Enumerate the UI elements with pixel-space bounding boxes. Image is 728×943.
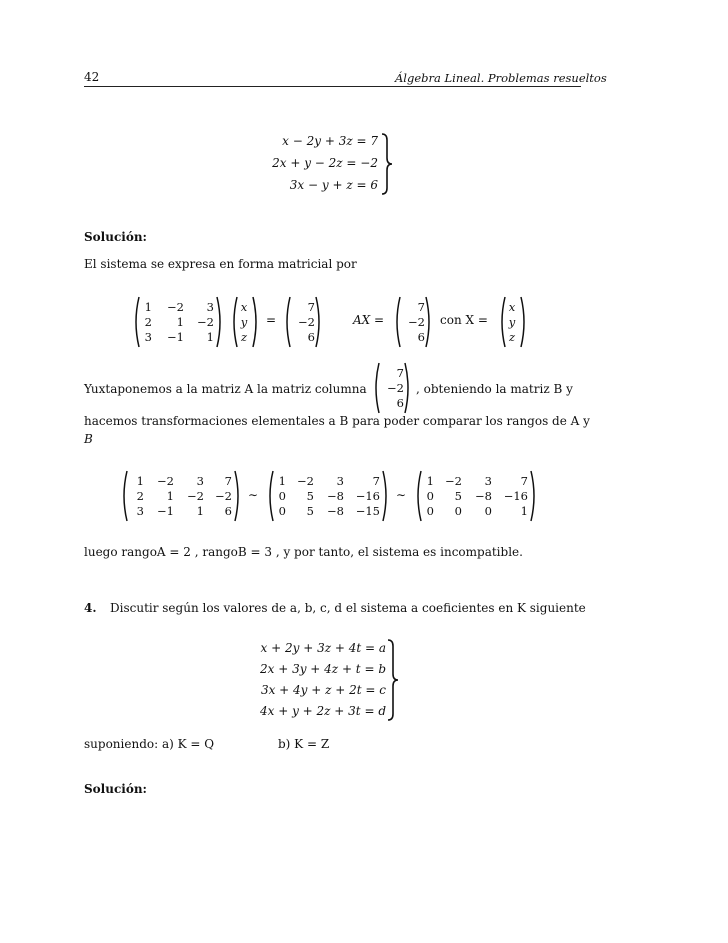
- matrix-entry: −16: [355, 489, 380, 503]
- right-brace: [386, 638, 400, 722]
- problem-number: 4.: [84, 601, 97, 615]
- matrix-entry: 0: [426, 489, 434, 503]
- equation: 2x + y − 2z = −2: [272, 156, 378, 170]
- header-rule: [84, 86, 581, 87]
- page-number: 42: [84, 70, 100, 84]
- ax-label: AX =: [353, 313, 385, 327]
- matrix-entry: −2: [157, 474, 174, 488]
- matrix-entry: 6: [396, 396, 404, 410]
- matrix-entry: 6: [224, 504, 232, 518]
- matrix-entry: 3: [336, 474, 344, 488]
- matrix-entry: −8: [327, 504, 344, 518]
- juxtapose-text-end: , obteniendo la matriz B y: [416, 382, 573, 396]
- matrix-entry: 1: [144, 300, 152, 314]
- matrix-entry: −2: [387, 381, 404, 395]
- equation: x + 2y + 3z + 4t = a: [260, 641, 386, 655]
- matrix-entry: −1: [157, 504, 174, 518]
- matrix-entry: 1: [278, 474, 286, 488]
- matrix-entry: 3: [196, 474, 204, 488]
- juxtapose-text: Yuxtaponemos a la matriz A la matriz columna: [84, 382, 367, 396]
- matrix-entry: 1: [196, 504, 204, 518]
- matrix-entry: x: [508, 300, 516, 314]
- matrix-entry: −2: [197, 315, 214, 329]
- matrix-entry: −2: [298, 315, 315, 329]
- matrix-entry: 1: [520, 504, 528, 518]
- parenthesis: [382, 470, 390, 522]
- parenthesis: [252, 296, 260, 348]
- matrix-entry: 1: [166, 489, 174, 503]
- transform-text-end: B: [84, 432, 93, 446]
- matrix-entry: 7: [372, 474, 380, 488]
- solution-heading-2: Solución:: [84, 782, 147, 796]
- equation: 4x + y + 2z + 3t = d: [259, 704, 386, 718]
- similar-sign: ∼: [396, 488, 407, 502]
- matrix-entry: 0: [278, 489, 286, 503]
- parenthesis: [404, 362, 412, 414]
- augmented-matrix-3: [414, 470, 538, 522]
- parenthesis: [425, 296, 433, 348]
- running-title: Álgebra Lineal. Problemas resueltos: [395, 71, 607, 85]
- matrix-entry: 7: [396, 366, 404, 380]
- matrix-entry: 1: [426, 474, 434, 488]
- matrix-entry: 5: [454, 489, 462, 503]
- matrix-entry: y: [240, 315, 248, 329]
- matrix-entry: 0: [278, 504, 286, 518]
- equation: 3x − y + z = 6: [289, 178, 378, 192]
- rhs-vector: [283, 296, 323, 348]
- matrix-entry: x: [240, 300, 248, 314]
- augmented-matrix-2: [266, 470, 390, 522]
- parenthesis: [216, 296, 224, 348]
- matrix-entry: −2: [445, 474, 462, 488]
- matrix-entry: 1: [136, 474, 144, 488]
- ax-vector: [393, 296, 433, 348]
- parenthesis: [498, 296, 506, 348]
- parenthesis: [520, 296, 528, 348]
- matrix-entry: −16: [503, 489, 528, 503]
- intro-text: El sistema se expresa en forma matricial por: [84, 257, 357, 271]
- matrix-entry: y: [508, 315, 516, 329]
- matrix-entry: 7: [224, 474, 232, 488]
- matrix-entry: 2: [144, 315, 152, 329]
- equals-sign: =: [266, 313, 277, 327]
- matrix-entry: z: [508, 330, 516, 344]
- matrix-entry: −2: [297, 474, 314, 488]
- solution-heading: Solución:: [84, 230, 147, 244]
- matrix-entry: 1: [176, 315, 184, 329]
- matrix-entry: 3: [144, 330, 152, 344]
- matrix-entry: 5: [306, 489, 314, 503]
- matrix-entry: 0: [426, 504, 434, 518]
- transform-text: hacemos transformaciones elementales a B para poder comparar los rangos de A y: [84, 414, 590, 428]
- matrix-entry: z: [240, 330, 248, 344]
- con-x-label: con X =: [440, 313, 488, 327]
- parenthesis: [315, 296, 323, 348]
- matrix-entry: −15: [355, 504, 380, 518]
- matrix-entry: 7: [417, 300, 425, 314]
- parenthesis: [230, 296, 238, 348]
- augmented-matrix-1: [120, 470, 242, 522]
- matrix-entry: 7: [520, 474, 528, 488]
- case-a: suponiendo: a) K = Q: [84, 737, 215, 751]
- matrix-entry: 2: [136, 489, 144, 503]
- case-b: b) K = Z: [278, 737, 330, 751]
- equation: 2x + 3y + 4z + t = b: [259, 662, 386, 676]
- matrix-entry: 3: [484, 474, 492, 488]
- parenthesis: [530, 470, 538, 522]
- matrix-entry: 3: [206, 300, 214, 314]
- matrix-entry: −2: [167, 300, 184, 314]
- matrix-entry: −2: [215, 489, 232, 503]
- matrix-entry: −8: [475, 489, 492, 503]
- matrix-entry: 0: [454, 504, 462, 518]
- coefficient-matrix: [132, 296, 228, 348]
- matrix-entry: 6: [307, 330, 315, 344]
- variable-vector: [230, 296, 260, 348]
- problem-statement: Discutir según los valores de a, b, c, d el sistema a coeficientes en K siguiente: [110, 601, 586, 615]
- right-brace: [380, 132, 394, 196]
- matrix-entry: −1: [167, 330, 184, 344]
- matrix-entry: 0: [484, 504, 492, 518]
- x-vector: [498, 296, 528, 348]
- equation: 3x + 4y + z + 2t = c: [260, 683, 386, 697]
- matrix-entry: −8: [327, 489, 344, 503]
- matrix-entry: −2: [408, 315, 425, 329]
- equation: x − 2y + 3z = 7: [282, 134, 378, 148]
- matrix-entry: 1: [206, 330, 214, 344]
- parenthesis: [234, 470, 242, 522]
- matrix-entry: 6: [417, 330, 425, 344]
- column-vector: [372, 362, 412, 414]
- similar-sign: ∼: [248, 488, 259, 502]
- matrix-entry: 7: [307, 300, 315, 314]
- conclusion-text: luego rangoA = 2 , rangoB = 3 , y por tanto, el sistema es incompatible.: [84, 545, 523, 559]
- matrix-entry: 3: [136, 504, 144, 518]
- matrix-entry: −2: [187, 489, 204, 503]
- matrix-entry: 5: [306, 504, 314, 518]
